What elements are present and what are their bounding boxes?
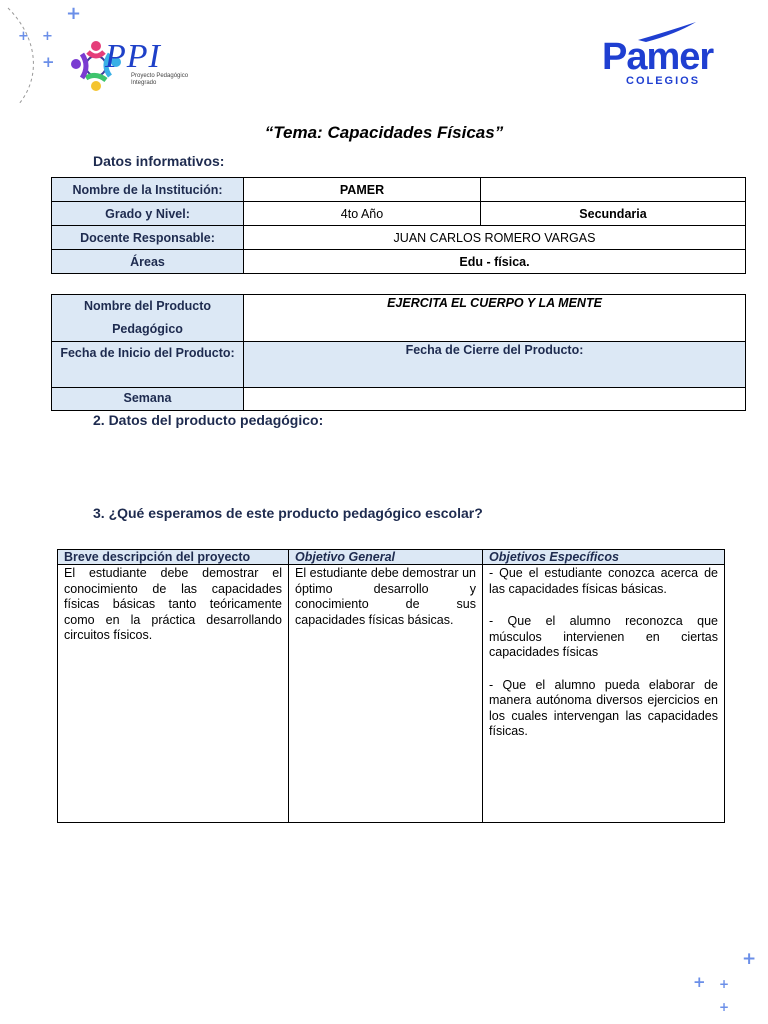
table-row (58, 550, 725, 565)
info-table (51, 177, 746, 274)
decorative-plus-icon: + (719, 1000, 730, 1014)
specific-objective: - Que el alumno reconozca que músculos intervienen en ciertas capacidades físicas (489, 614, 718, 659)
table-row (52, 178, 746, 202)
table-row (58, 565, 725, 823)
general-objective: El estudiante debe demostrar un óptimo desarrollo y conocimiento de sus capacidades físicas básicas. (295, 566, 476, 627)
info-value: Edu - física. (244, 250, 746, 274)
objectives-table (57, 549, 725, 823)
table-row (52, 202, 746, 226)
product-start-label: Fecha de Inicio del Producto: (52, 342, 244, 388)
table-row (52, 295, 746, 342)
product-week-label: Semana (52, 388, 244, 411)
info-label: Docente Responsable: (52, 226, 244, 250)
specific-objective: - Que el estudiante conozca acerca de las capacidades físicas básicas. (489, 566, 718, 596)
ppi-logo-text: PPI (105, 38, 161, 75)
product-week-value (244, 388, 746, 411)
decorative-curve-icon (0, 0, 60, 110)
decorative-plus-icon: + (18, 29, 29, 44)
decorative-plus-icon: + (693, 973, 706, 991)
info-label: Grado y Nivel: (52, 202, 244, 226)
section-heading-3: 3. ¿Qué esperamos de este producto pedagógico escolar? (93, 505, 483, 521)
decorative-plus-icon: + (42, 53, 55, 71)
decorative-plus-icon: + (66, 3, 82, 24)
objectives-header: Breve descripción del proyecto (58, 550, 289, 565)
specific-objective: - Que el alumno pueda elaborar de manera autónoma diversos ejercicios en los cuales intervengan las capacidades físicas. (489, 677, 718, 738)
objectives-header: Objetivos Específicos (483, 550, 725, 565)
info-extra: Secundaria (481, 202, 746, 226)
product-name-value: EJERCITA EL CUERPO Y LA MENTE (244, 295, 746, 342)
table-row (52, 388, 746, 411)
ppi-logo-subtitle: Proyecto Pedagógico Integrado (131, 73, 189, 86)
table-row (52, 250, 746, 274)
pamer-logo-subtitle: COLEGIOS (626, 75, 701, 87)
info-label: Nombre de la Institución: (52, 178, 244, 202)
decorative-plus-icon: + (742, 949, 757, 969)
objectives-header: Objetivo General (289, 550, 483, 565)
section-heading-datos: Datos informativos: (93, 153, 225, 169)
table-row (52, 226, 746, 250)
product-name-label: Nombre del Producto Pedagógico (52, 295, 244, 342)
product-table (51, 294, 746, 411)
table-row (52, 342, 746, 388)
section-heading-2: 2. Datos del producto pedagógico: (93, 412, 324, 428)
page-title: “Tema: Capacidades Físicas” (264, 123, 504, 142)
info-extra (481, 178, 746, 202)
info-label: Áreas (52, 250, 244, 274)
decorative-plus-icon: + (719, 977, 730, 991)
pamer-logo-text: Pamer (602, 36, 714, 78)
info-value: PAMER (244, 178, 481, 202)
product-end-label: Fecha de Cierre del Producto: (244, 342, 746, 388)
project-description: El estudiante debe demostrar el conocimiento de las capacidades físicas básicas tanto teóricamente como en la práctica desarrollando circuitos físicos. (64, 566, 282, 642)
decorative-plus-icon: + (42, 29, 53, 44)
info-value: JUAN CARLOS ROMERO VARGAS (244, 226, 746, 250)
info-value: 4to Año (244, 202, 481, 226)
